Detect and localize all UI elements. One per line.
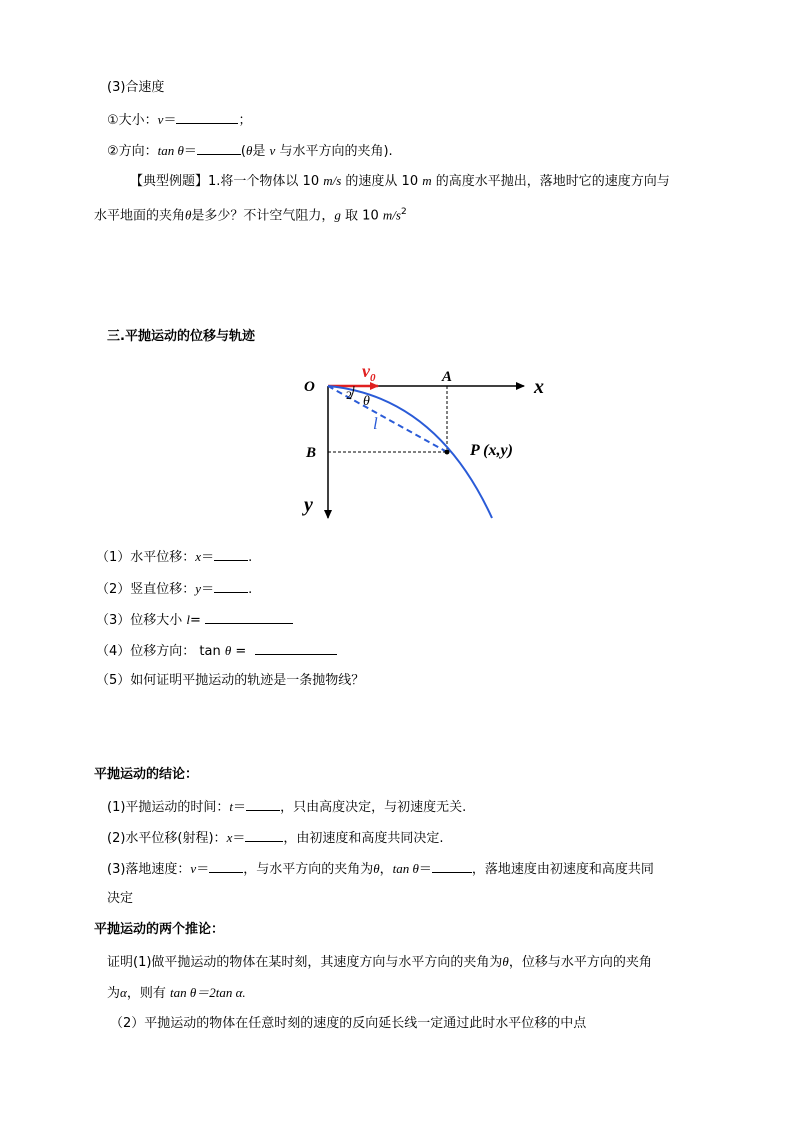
question-text: （4）位移方向： tan [96,644,225,659]
label-origin: O [304,379,315,395]
inferences-heading: 平抛运动的两个推论： [94,922,225,937]
label-a: A [442,369,453,385]
question-text: （1）水平位移： [96,550,196,565]
example-text: 取 10 [340,208,383,224]
conclusion-time [107,797,466,817]
theta-symbol: θ [224,643,232,658]
example-text: 的高度水平抛出，落地时它的速度方向与 [431,174,670,189]
period: . [248,550,253,565]
conclusion-text: (1)平抛运动的时间： [107,800,230,815]
label-p: P (x,y) [470,442,513,459]
inference-1-line-2 [107,984,246,1003]
semicolon: ； [238,113,252,128]
l-symbol: l [186,612,191,627]
conclusion-range [107,828,444,848]
example-text: 1.将一个物体以 10 [208,174,324,189]
magnitude-prefix: ①大小： [107,113,158,128]
theta-symbol: θ [373,861,380,876]
direction-note-2: 与水平方向的夹角). [275,144,393,159]
inference-1-line-1 [107,953,652,972]
answer-blank[interactable] [245,828,283,842]
x-symbol: x [195,549,202,564]
conclusion-text: ，与水平方向的夹角为 [243,862,374,877]
g-symbol: g [334,207,341,223]
projectile-diagram [296,356,566,526]
answer-blank[interactable] [214,547,248,561]
equals-sign: ＝ [418,862,432,877]
question-text: （2）竖直位移： [96,582,196,597]
direction-note-1: 是 [252,144,270,159]
period: . [248,582,253,597]
example-text: 的速度从 10 [341,174,423,189]
equals-sign: ＝ [163,113,177,128]
y-symbol: y [195,581,202,596]
conclusion-text: ，落地速度由初速度和高度共同 [471,862,654,877]
equals-sign: ＝ [201,550,215,565]
section-heading-displacement: 三.平抛运动的位移与轨迹 [107,329,255,344]
v-symbol: v [269,143,276,158]
answer-blank[interactable] [255,641,337,655]
direction-line [107,141,393,161]
inference-text: ，则有 [126,986,170,1001]
inference-text: ，位移与水平方向的夹角 [508,955,652,970]
section-heading-resultant-velocity: (3)合速度 [107,80,165,95]
question-parabola-proof: （5）如何证明平抛运动的轨迹是一条抛物线？ [96,673,365,688]
formula: tan θ＝2tan α. [169,985,246,1000]
direction-prefix: ②方向： [107,144,158,159]
equals-sign: ＝ [183,144,197,159]
equals-sign: ＝ [232,831,246,846]
conclusions-heading: 平抛运动的结论： [94,767,199,782]
v-symbol: v [190,861,197,876]
direction-blank[interactable] [197,141,241,155]
conclusion-landing-velocity-cont: 决定 [107,891,134,906]
answer-blank[interactable] [432,859,472,873]
equals-sign: ＝ [201,582,215,597]
theta-symbol: θ [502,954,509,969]
unit-ms: m/s [323,173,342,188]
conclusion-landing-velocity [107,859,654,879]
label-x-axis: x [534,376,544,398]
superscript-2: 2 [400,207,407,217]
question-vertical-displacement [96,579,252,599]
conclusion-text: (3)落地速度： [107,862,191,877]
inference-text: 证明(1)做平抛运动的物体在某时刻，其速度方向与水平方向的夹角为 [107,955,503,970]
answer-blank[interactable] [246,797,280,811]
example-line-2 [94,203,407,225]
answer-blank[interactable] [214,579,248,593]
label-v0-sub: 0 [370,372,376,384]
equals-sign: ＝ [196,862,210,877]
velocity-symbol: v [157,112,164,127]
example-text: 是多少？不计空气阻力， [191,208,335,224]
tan-theta: tan θ [157,143,184,158]
label-b: B [306,445,317,461]
question-text: （3）位移大小 [96,613,187,628]
answer-blank[interactable] [205,610,293,624]
label-v0-main: v [362,361,370,381]
paren-open: ( [240,144,246,159]
point-p [445,450,450,455]
inference-text: 为 [107,986,121,1001]
equals-sign: ＝ [233,800,247,815]
question-displacement-magnitude [96,610,293,630]
magnitude-blank[interactable] [176,110,238,124]
label-y-axis: y [304,494,313,516]
label-angle-mark: 2 [346,388,352,402]
conclusion-text: (2)水平位移(射程)： [107,831,227,846]
label-v0 [362,361,376,384]
x-symbol: x [226,830,233,845]
label-l: l [373,414,378,433]
tan-theta: tan θ [392,861,419,876]
theta-symbol: θ [185,207,192,223]
unit-ms: m/s [382,207,401,223]
example-line-1 [130,172,670,191]
question-displacement-direction [96,641,337,661]
equals-sign: = [190,613,201,628]
example-text: 水平地面的夹角 [94,208,186,224]
theta-symbol: θ [246,143,253,158]
label-theta: θ [363,394,370,409]
inference-2: （2）平抛运动的物体在任意时刻的速度的反向延长线一定通过此时水平位移的中点 [110,1016,587,1031]
magnitude-line [107,110,251,130]
answer-blank[interactable] [209,859,243,873]
alpha-symbol: α [120,985,127,1000]
conclusion-text: ，由初速度和高度共同决定. [283,831,444,846]
unit-m: m [422,173,432,188]
equals-sign: = [231,644,247,659]
conclusion-text: ，只由高度决定，与初速度无关. [280,800,467,815]
example-tag: 【典型例题】 [130,174,209,189]
comma: ， [379,862,393,877]
question-horizontal-displacement [96,547,252,567]
t-symbol: t [229,799,234,814]
